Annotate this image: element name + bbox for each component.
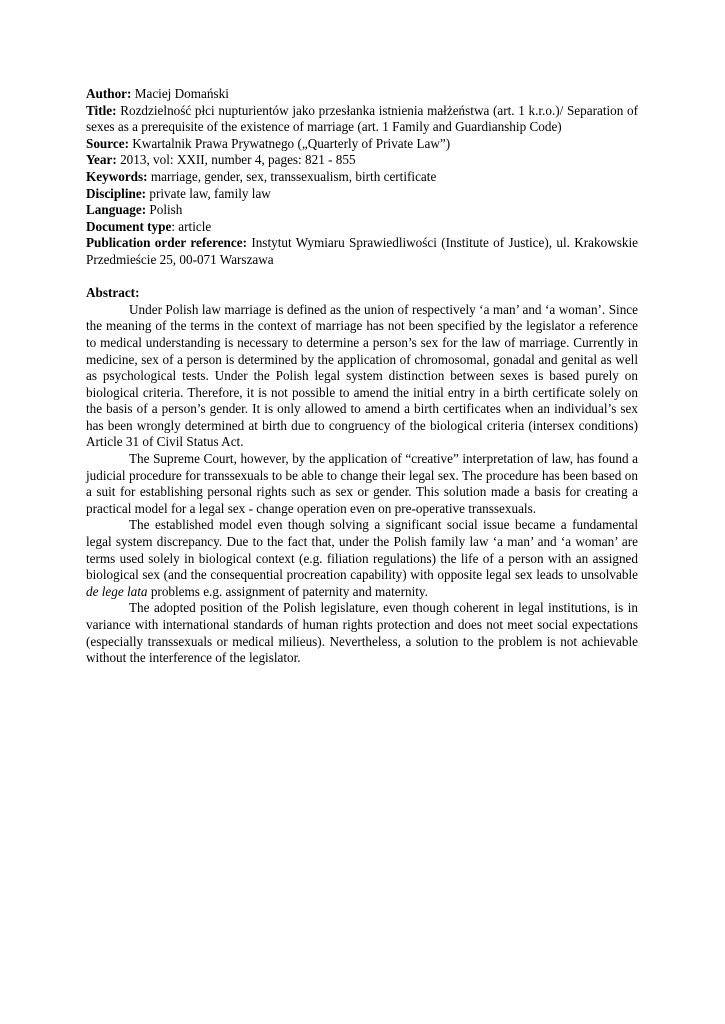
source-label: Source: xyxy=(86,135,129,151)
keywords-value: marriage, gender, sex, transsexualism, birth certificate xyxy=(147,168,437,184)
document-type-label: Document type xyxy=(86,218,172,234)
language-label: Language: xyxy=(86,202,147,218)
publication-order-line xyxy=(86,235,638,268)
abstract-paragraph-2: The Supreme Court, however, by the application of “creative” interpretation of law, has found a judicial procedure for transsexuals to be able to change their legal sex. The procedure has been based on a suit for establishing personal rights such as sex or gender. This solution made a basis for creating a practical model for a legal sex - change operation even on pre-operative transsexuals. xyxy=(86,451,638,516)
keywords-line xyxy=(86,169,638,186)
author-line xyxy=(86,86,638,103)
language-line xyxy=(86,202,638,219)
abstract-heading: Abstract: xyxy=(86,285,140,301)
source-line xyxy=(86,136,638,153)
title-value: Rozdzielność płci nupturientów jako przesłanka istnienia małżeństwa (art. 1 k.r.o.)/ Separation of sexes as a prerequisite of the existence of marriage (art. 1 Family and Guardianship Code) xyxy=(86,102,638,135)
abstract-paragraph-3-italic: de lege lata xyxy=(86,583,148,599)
keywords-label: Keywords: xyxy=(86,168,148,184)
abstract-paragraph-3 xyxy=(86,517,638,600)
author-label: Author: xyxy=(86,86,132,101)
publication-order-label: Publication order reference: xyxy=(86,235,247,251)
document-page xyxy=(86,86,638,667)
year-value: 2013, vol: XXII, number 4, pages: 821 - 855 xyxy=(116,152,356,168)
discipline-line xyxy=(86,186,638,203)
metadata-block xyxy=(86,86,638,269)
title-line xyxy=(86,103,638,136)
abstract-paragraph-3-end: problems e.g. assignment of paternity and maternity. xyxy=(147,583,428,599)
abstract-paragraph-3-start: The established model even though solving a significant social issue became a fundamental legal system discrepancy. Due to the fact that, under the Polish family law ‘a man’ and ‘a woman’ are terms used solely in biological context (e.g. filiation regulations) the life of a person with an assigned biological sex (and the consequential procreation capability) with opposite legal sex leads to unsolvable xyxy=(86,517,638,583)
year-label: Year: xyxy=(86,152,117,168)
document-type-value: : article xyxy=(171,218,212,234)
language-value: Polish xyxy=(146,202,183,218)
title-label: Title: xyxy=(86,102,117,118)
publication-order-value: Instytut Wymiaru Sprawiedliwości (Institute of Justice), ul. Krakowskie Przedmieście 25, 00-071 Warszawa xyxy=(86,235,638,267)
author-value: Maciej Domański xyxy=(131,86,229,101)
discipline-value: private law, family law xyxy=(146,185,271,201)
abstract-paragraph-1: Under Polish law marriage is defined as the union of respectively ‘a man’ and ‘a woman’. Since the meaning of the terms in the context of marriage has not been specified by the legislator a reference to medical understanding is necessary to determine a person’s sex for the law of marriage. Currently in medicine, sex of a person is determined by the application of chromosomal, gonadal and genital as well as psychological tests. Under the Polish legal system distinction between sexes is based purely on biological criteria. Therefore, it is not possible to amend the initial entry in a birth certificate solely on the basis of a person’s gender. It is only allowed to amend a birth certificates when an individual’s sex has been wrongly determined at birth due to congruency of the biological criteria (intersex conditions) Article 31 of Civil Status Act. xyxy=(86,301,638,450)
abstract-paragraph-4: The adopted position of the Polish legislature, even though coherent in legal institutions, is in variance with international standards of human rights protection and does not meet social expectations (especially transsexuals or medical milieus). Nevertheless, a solution to the problem is not achievable without the interference of the legislator. xyxy=(86,600,638,666)
year-line xyxy=(86,152,638,169)
abstract-section xyxy=(86,285,638,667)
source-value: Kwartalnik Prawa Prywatnego („Quarterly of Private Law”) xyxy=(128,135,451,151)
document-type-line xyxy=(86,219,638,236)
discipline-label: Discipline: xyxy=(86,185,147,201)
